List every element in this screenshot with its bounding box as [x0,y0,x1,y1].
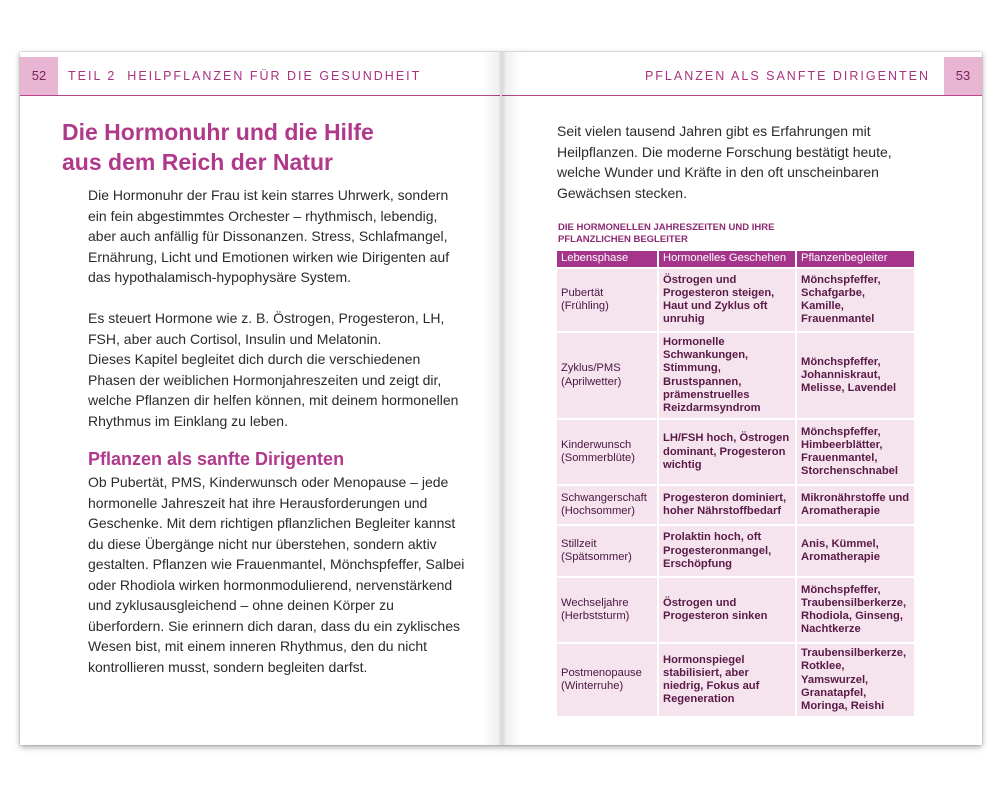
table-caption: DIE HORMONELLEN JAHRESZEITEN UND IHRE PFLANZLICHEN BEGLEITER [558,222,775,245]
intro-paragraph-3: Dieses Kapitel begleitet dich durch die verschiedenen Phasen der weiblichen Hormonjahreszeiten und zeigt dir, welche Pflanzen dir helfen können, mit deinem hormonellen Rhythmus im Einklang zu leben. [88,351,459,429]
cell-phase: Postmenopause (Winterruhe) [557,644,657,716]
table-row [557,486,914,524]
table-row [557,526,914,576]
table-row [557,578,914,642]
right-running-head: PFLANZEN ALS SANFTE DIRIGENTEN [644,69,930,83]
table-row [557,420,914,484]
cell-events: Hormonelle Schwankungen, Stimmung, Brustspannen, prämenstruelles Reizdarmsyndrom [659,333,795,418]
right-page [502,52,982,745]
cell-phase: Kinderwunsch (Sommerblüte) [557,420,657,484]
hormone-seasons-table [555,249,916,718]
cell-phase: Schwangerschaft (Hochsommer) [557,486,657,524]
section-subheading: Pflanzen als sanfte Dirigenten [88,449,345,469]
section-paragraph: Ob Pubertät, PMS, Kinderwunsch oder Menopause – jede hormonelle Jahreszeit hat ihre Herausforderungen und Geschenke. Mit dem richtigen pflanzlichen Begleiter kannst du diese Übergänge nicht nur überstehen, sondern aktiv gestalten. Pflanzen wie Frauenmantel, Mönchspfeffer, Salbei oder Rhodiola wirken hormonmodulierend, nervenstärkend und zyklusausgleichend – ohne deinen Körper zu überfordern. Sie erinnern dich daran, dass du ein zyklisches Wesen bist, mit einem inneren Rhythmus, den du nicht kontrollieren musst, sondern begleiten darfst. [88,474,465,675]
intro-paragraph-1: Die Hormonuhr der Frau ist kein starres Uhrwerk, sondern ein fein abgestimmtes Orchester – rhythmisch, lebendig, aber auch anfällig für Dissonanzen. Stress, Schlafmangel, Ernährung, Licht und Emotionen wirken wie Dirigenten auf das hypothalamisch-hypophysäre System. [88,187,450,285]
cell-phase: Wechseljahre (Herbststurm) [557,578,657,642]
title-line-1: Die Hormonuhr und die Hilfe [62,119,374,145]
cell-plants: Mikronährstoffe und Aromatherapie [797,486,914,524]
book-spread [20,52,982,745]
title-line-2: aus dem Reich der Natur [62,149,333,175]
left-page [20,52,500,745]
cell-plants: Mönchspfeffer, Schafgarbe, Kamille, Frauenmantel [797,269,914,331]
page-title [62,117,462,177]
cell-phase: Pubertät (Frühling) [557,269,657,331]
cell-events: Progesteron dominiert, hoher Nährstoffbedarf [659,486,795,524]
table-row [557,333,914,418]
left-page-number: 52 [20,57,58,95]
left-header [20,57,500,96]
right-header [502,57,982,96]
cell-plants: Traubensilberkerze, Rotklee, Yamswurzel, Granatapfel, Moringa, Reishi [797,644,914,716]
col-header-events: Hormonelles Geschehen [659,251,795,267]
right-page-number: 53 [944,57,982,95]
col-header-phase: Lebensphase [557,251,657,267]
table-row [557,269,914,331]
col-header-plants: Pflanzenbegleiter [797,251,914,267]
cell-events: Östrogen und Progesteron sinken [659,578,795,642]
cell-events: Prolaktin hoch, oft Progesteronmangel, Erschöpfung [659,526,795,576]
cell-plants: Mönchspfeffer, Himbeerblätter, Frauenmantel, Storchenschnabel [797,420,914,484]
cell-phase: Stillzeit (Spätsommer) [557,526,657,576]
table-header-row [557,251,914,267]
cell-plants: Anis, Kümmel, Aromatherapie [797,526,914,576]
cell-events: LH/FSH hoch, Östrogen dominant, Progesteron wichtig [659,420,795,484]
intro-paragraph-2: Es steuert Hormone wie z. B. Östrogen, Progesteron, LH, FSH, aber auch Cortisol, Insulin und Melatonin. [88,310,445,347]
right-intro-paragraph: Seit vielen tausend Jahren gibt es Erfahrungen mit Heilpflanzen. Die moderne Forschung bestätigt heute, welche Wunder und Kräfte in den oft unscheinbaren Gewächsen stecken. [557,123,892,201]
cell-phase: Zyklus/PMS (Aprilwetter) [557,333,657,418]
cell-plants: Mönchspfeffer, Traubensilberkerze, Rhodiola, Ginseng, Nachtkerze [797,578,914,642]
table-row [557,644,914,716]
cell-events: Hormonspiegel stabilisiert, aber niedrig, Fokus auf Regeneration [659,644,795,716]
cell-plants: Mönchspfeffer, Johanniskraut, Melisse, Lavendel [797,333,914,418]
left-running-head: TEIL 2 HEILPFLANZEN FÜR DIE GESUNDHEIT [68,69,422,83]
cell-events: Östrogen und Progesteron steigen, Haut und Zyklus oft unruhig [659,269,795,331]
